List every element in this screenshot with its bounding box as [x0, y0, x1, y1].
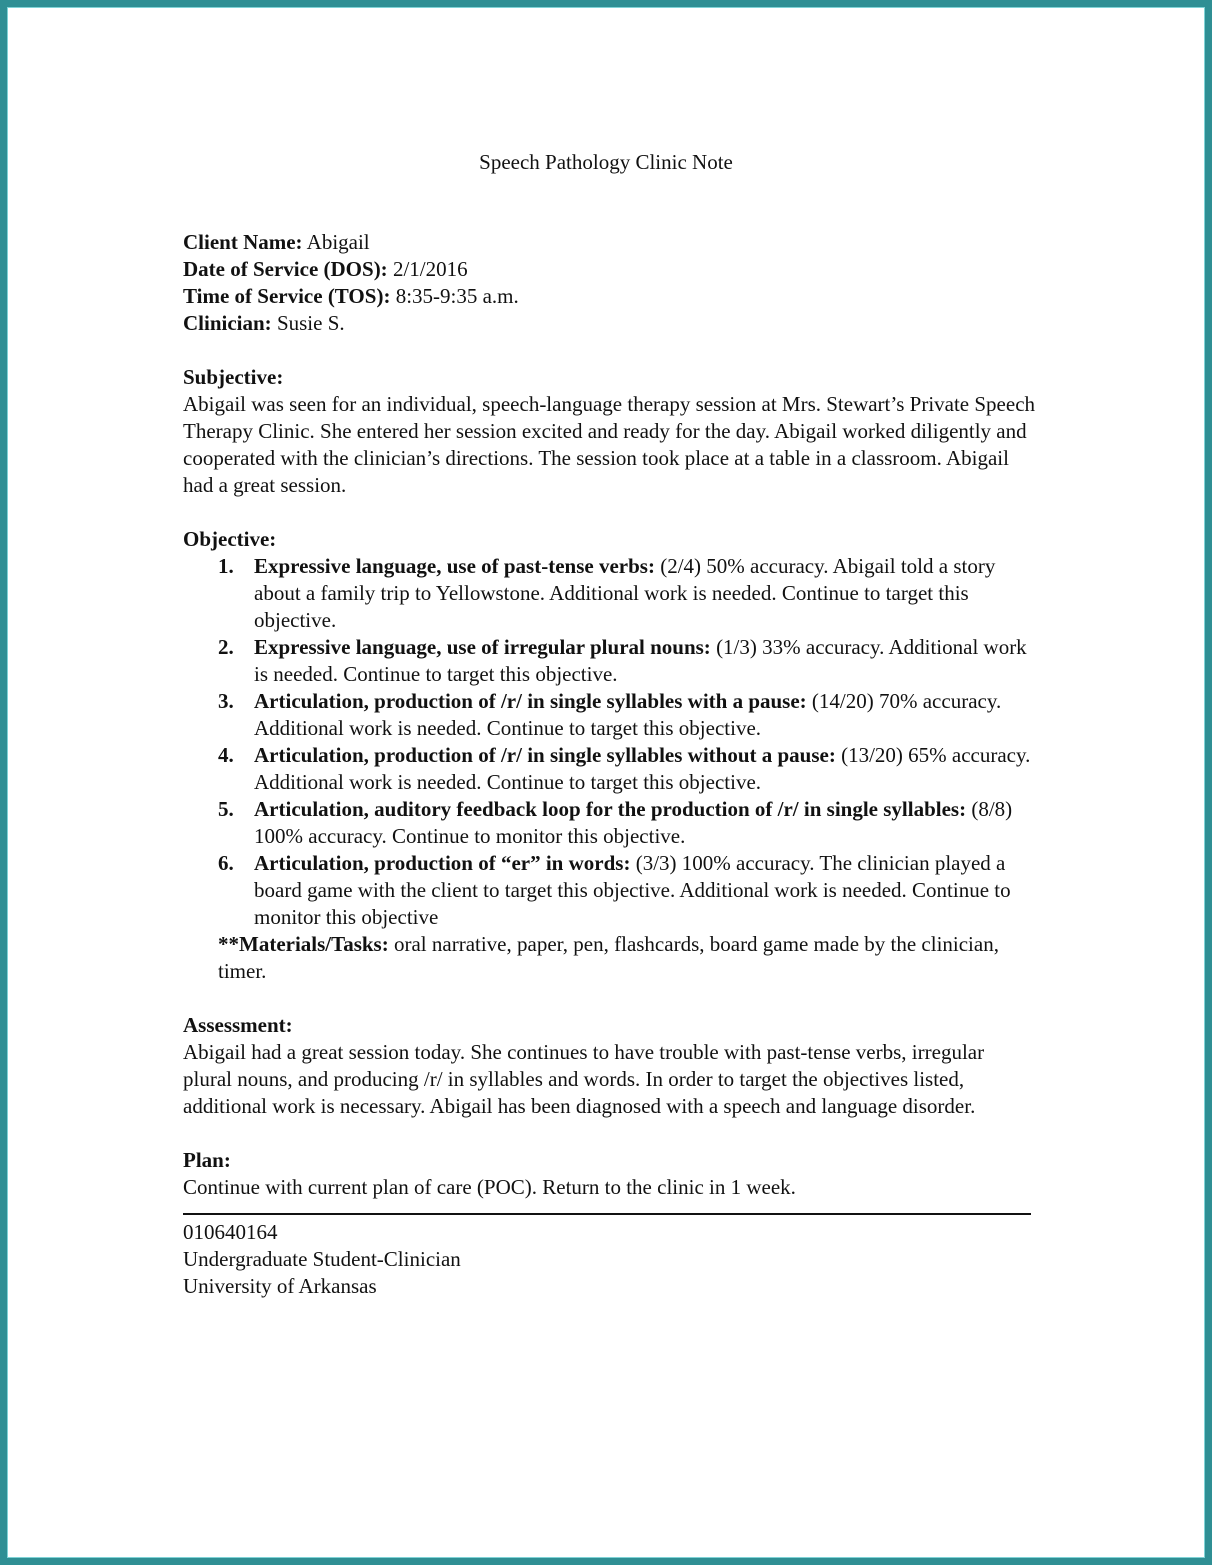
objective-item — [183, 850, 1038, 931]
objective-label: Expressive language, use of irregular plural nouns: — [254, 635, 711, 659]
client-name-label: Client Name: — [183, 230, 303, 254]
objective-number: 5. — [218, 797, 234, 821]
objective-label: Articulation, auditory feedback loop for the production of /r/ in single syllables: — [254, 797, 967, 821]
objective-item — [183, 742, 1038, 796]
objective-heading: Objective: — [183, 527, 277, 551]
time-of-service-row — [183, 283, 1038, 310]
objective-label: Articulation, production of “er” in words: — [254, 851, 631, 875]
objective-label: Expressive language, use of past-tense verbs: — [254, 554, 655, 578]
objective-number: 6. — [218, 851, 234, 875]
objective-text: (14/20) 70% accuracy. Additional work is needed. Continue to target this objective. — [254, 689, 1002, 740]
signature-id: 010640164 — [183, 1220, 278, 1244]
signature-role: Undergraduate Student-Clinician — [183, 1247, 461, 1271]
objective-number: 4. — [218, 743, 234, 767]
objective-list — [183, 553, 1038, 931]
plan-text: Continue with current plan of care (POC). Return to the clinic in 1 week. — [183, 1175, 796, 1199]
objective-number: 2. — [218, 635, 234, 659]
objective-item — [183, 553, 1038, 634]
date-of-service-row — [183, 256, 1038, 283]
client-name-row — [183, 229, 1038, 256]
dos-value: 2/1/2016 — [392, 257, 468, 281]
subjective-text: Abigail was seen for an individual, speech-language therapy session at Mrs. Stewart’s Private Speech Therapy Clinic. She entered her session excited and ready for the day. Abigail worked diligently and cooperated with the clinician’s directions. The session took place at a table in a classroom. Abigail had a great session. — [183, 392, 1036, 497]
objective-item — [183, 796, 1038, 850]
objective-label: Articulation, production of /r/ in single syllables with a pause: — [254, 689, 807, 713]
assessment-heading: Assessment: — [183, 1013, 293, 1037]
client-name-value: Abigail — [306, 230, 370, 254]
objective-label: Articulation, production of /r/ in single syllables without a pause: — [254, 743, 836, 767]
objective-text: (13/20) 65% accuracy. Additional work is needed. Continue to target this objective. — [254, 743, 1031, 794]
plan-heading: Plan: — [183, 1148, 231, 1172]
document-page — [7, 7, 1205, 1558]
note-content — [183, 229, 1038, 1300]
materials-tasks — [183, 931, 1038, 985]
signature-line — [183, 1213, 1031, 1215]
signature-institution: University of Arkansas — [183, 1274, 377, 1298]
objective-text: (3/3) 100% accuracy. The clinician played a board game with the client to target this objective. Additional work is needed. Continue to monitor this objective — [254, 851, 1011, 929]
tos-value: 8:35-9:35 a.m. — [395, 284, 519, 308]
subjective-heading: Subjective: — [183, 365, 284, 389]
assessment-text: Abigail had a great session today. She continues to have trouble with past-tense verbs, irregular plural nouns, and producing /r/ in syllables and words. In order to target the objectives listed, additional work is necessary. Abigail has been diagnosed with a speech and language disorder. — [183, 1040, 985, 1118]
dos-label: Date of Service (DOS): — [183, 257, 388, 281]
clinician-row — [183, 310, 1038, 337]
objective-text: (2/4) 50% accuracy. Abigail told a story about a family trip to Yellowstone. Additional work is needed. Continue to target this objective. — [254, 554, 996, 632]
objective-number: 3. — [218, 689, 234, 713]
clinician-value: Susie S. — [276, 311, 345, 335]
objective-text: (8/8) 100% accuracy. Continue to monitor this objective. — [254, 797, 1013, 848]
objective-item — [183, 634, 1038, 688]
page-title: Speech Pathology Clinic Note — [479, 150, 733, 174]
objective-number: 1. — [218, 554, 234, 578]
tos-label: Time of Service (TOS): — [183, 284, 391, 308]
materials-label: **Materials/Tasks: — [218, 932, 389, 956]
objective-item — [183, 688, 1038, 742]
clinician-label: Clinician: — [183, 311, 272, 335]
objective-text: (1/3) 33% accuracy. Additional work is needed. Continue to target this objective. — [254, 635, 1027, 686]
materials-text: oral narrative, paper, pen, flashcards, board game made by the clinician, timer. — [218, 932, 999, 983]
